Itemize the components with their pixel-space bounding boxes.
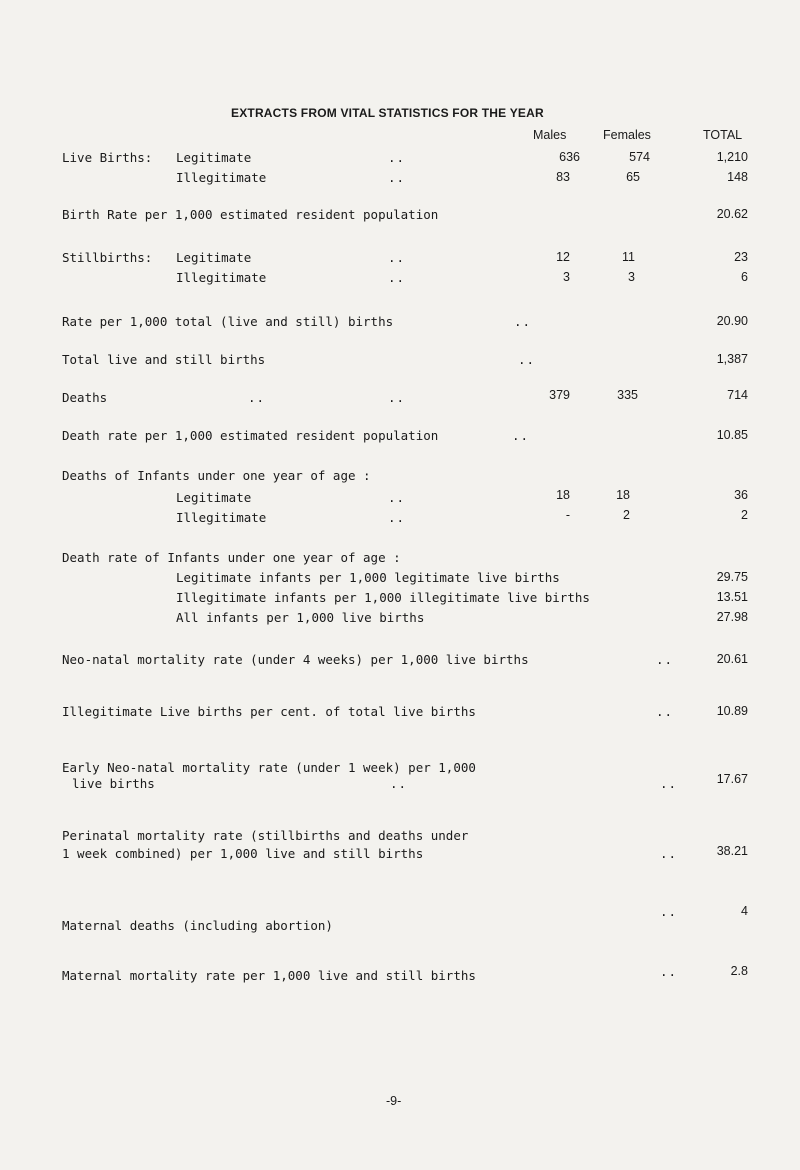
leader-dots: .. <box>656 652 674 667</box>
live-births-illeg-label: Illegitimate <box>176 170 267 185</box>
birth-rate-value: 20.62 <box>716 207 748 221</box>
stillbirths-legit-females: 11 <box>622 250 635 264</box>
infant-death-rate-all-value: 27.98 <box>716 610 748 624</box>
infant-death-rate-legit-value: 29.75 <box>716 570 748 584</box>
early-neonatal-label-line2: live births <box>72 776 155 791</box>
leader-dots: .. <box>388 510 406 525</box>
leader-dots: .. <box>518 352 536 367</box>
infant-deaths-legit-females: 18 <box>616 488 630 502</box>
leader-dots: .. <box>390 776 408 791</box>
stillbirths-label: Stillbirths: <box>62 250 153 265</box>
page-number: -9- <box>386 1094 402 1108</box>
leader-dots: .. <box>656 704 674 719</box>
illeg-percent-value: 10.89 <box>716 704 748 718</box>
page-title: EXTRACTS FROM VITAL STATISTICS FOR THE YEAR <box>231 106 544 120</box>
death-rate-label: Death rate per 1,000 estimated resident population <box>62 428 439 443</box>
infant-deaths-legit-label: Legitimate <box>176 490 252 505</box>
stillbirth-rate-label: Rate per 1,000 total (live and still) births <box>62 314 394 329</box>
leader-dots: .. <box>660 776 678 791</box>
leader-dots: .. <box>388 150 406 165</box>
birth-rate-label: Birth Rate per 1,000 estimated resident population <box>62 207 439 222</box>
live-births-illeg-total: 148 <box>727 170 748 184</box>
stillbirths-illeg-males: 3 <box>563 270 570 284</box>
early-neonatal-label-line1: Early Neo-natal mortality rate (under 1 week) per 1,000 <box>62 760 476 775</box>
stillbirths-legit-total: 23 <box>734 250 748 264</box>
infant-deaths-legit-total: 36 <box>734 488 748 502</box>
maternal-deaths-label: Maternal deaths (including abortion) <box>62 918 333 933</box>
live-births-illeg-females: 65 <box>626 170 640 184</box>
leader-dots: .. <box>660 964 678 979</box>
header-females: Females <box>603 128 651 142</box>
leader-dots: .. <box>660 846 678 861</box>
stillbirths-illeg-label: Illegitimate <box>176 270 267 285</box>
infant-deaths-illeg-females: 2 <box>623 508 630 522</box>
leader-dots: .. <box>388 390 406 405</box>
infant-deaths-legit-males: 18 <box>556 488 570 502</box>
maternal-deaths-value: 4 <box>741 904 748 918</box>
leader-dots: .. <box>514 314 532 329</box>
infant-deaths-illeg-males: - <box>565 508 570 522</box>
infant-death-rate-illeg-value: 13.51 <box>716 590 748 604</box>
perinatal-label-line1: Perinatal mortality rate (stillbirths and deaths under <box>62 828 469 843</box>
neonatal-value: 20.61 <box>716 652 748 666</box>
infant-death-rate-label: Death rate of Infants under one year of age : <box>62 550 401 565</box>
leader-dots: .. <box>388 250 406 265</box>
leader-dots: .. <box>388 490 406 505</box>
deaths-label: Deaths <box>62 390 108 405</box>
deaths-total: 714 <box>727 388 748 402</box>
infant-deaths-label: Deaths of Infants under one year of age : <box>62 468 371 483</box>
leader-dots: .. <box>388 270 406 285</box>
stillbirths-legit-label: Legitimate <box>176 250 252 265</box>
neonatal-label: Neo-natal mortality rate (under 4 weeks) per 1,000 live births <box>62 652 529 667</box>
total-births-label: Total live and still births <box>62 352 266 367</box>
stillbirths-legit-males: 12 <box>556 250 570 264</box>
perinatal-label-line2: 1 week combined) per 1,000 live and still births <box>62 846 424 861</box>
infant-deaths-illeg-total: 2 <box>741 508 748 522</box>
stillbirths-illeg-total: 6 <box>741 270 748 284</box>
live-births-legit-total: 1,210 <box>716 150 748 164</box>
deaths-females: 335 <box>617 388 638 402</box>
illeg-percent-label: Illegitimate Live births per cent. of total live births <box>62 704 476 719</box>
live-births-legit-label: Legitimate <box>176 150 252 165</box>
leader-dots: .. <box>248 390 266 405</box>
maternal-rate-value: 2.8 <box>730 964 748 978</box>
perinatal-value: 38.21 <box>716 844 748 858</box>
live-births-illeg-males: 83 <box>556 170 570 184</box>
leader-dots: .. <box>660 904 678 919</box>
stillbirth-rate-value: 20.90 <box>716 314 748 328</box>
infant-death-rate-legit-label: Legitimate infants per 1,000 legitimate live births <box>176 570 560 585</box>
deaths-males: 379 <box>549 388 570 402</box>
live-births-legit-females: 574 <box>629 150 650 164</box>
infant-death-rate-illeg-label: Illegitimate infants per 1,000 illegitimate live births <box>176 590 590 605</box>
maternal-rate-label: Maternal mortality rate per 1,000 live and still births <box>62 968 476 983</box>
infant-deaths-illeg-label: Illegitimate <box>176 510 267 525</box>
leader-dots: .. <box>388 170 406 185</box>
live-births-label: Live Births: <box>62 150 153 165</box>
header-males: Males <box>533 128 567 142</box>
live-births-legit-males: 636 <box>559 150 580 164</box>
total-births-value: 1,387 <box>716 352 748 366</box>
early-neonatal-value: 17.67 <box>716 772 748 786</box>
leader-dots: .. <box>512 428 530 443</box>
death-rate-value: 10.85 <box>716 428 748 442</box>
infant-death-rate-all-label: All infants per 1,000 live births <box>176 610 425 625</box>
stillbirths-illeg-females: 3 <box>628 270 635 284</box>
header-total: TOTAL <box>703 128 743 142</box>
